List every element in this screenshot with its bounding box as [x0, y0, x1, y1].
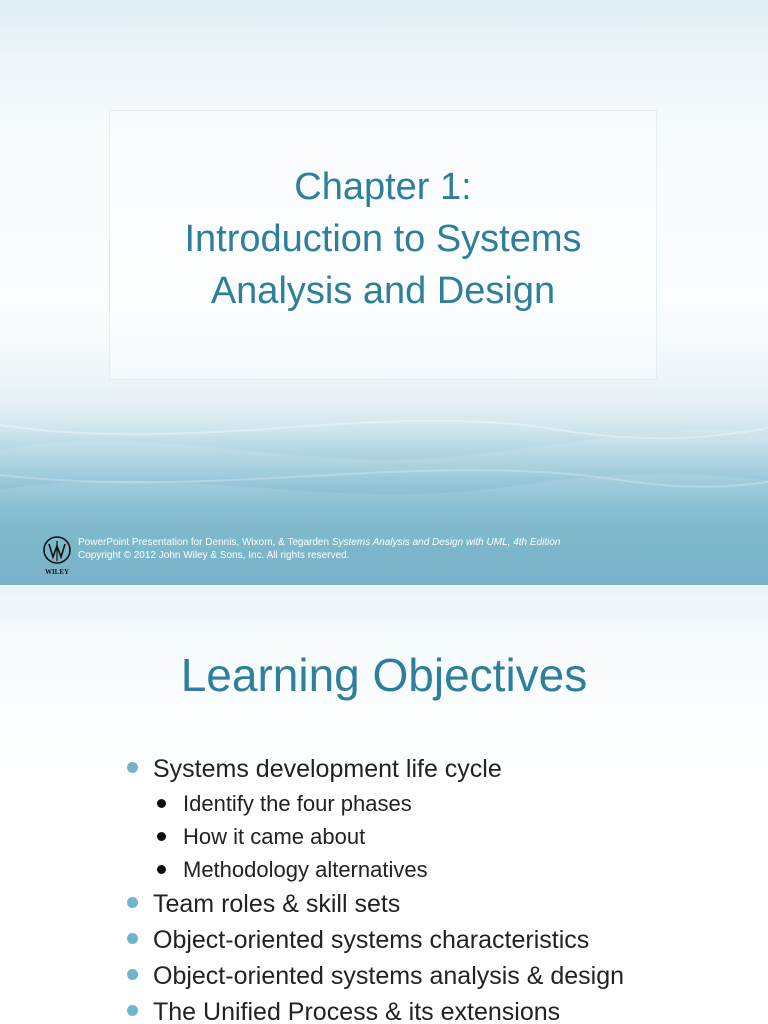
list-item-text: Methodology alternatives	[183, 857, 428, 882]
objectives-heading: Learning Objectives	[180, 649, 588, 701]
sub-bullet-dot-icon	[157, 865, 166, 874]
objectives-slide	[0, 585, 768, 1024]
bullet-dot-icon	[127, 969, 138, 980]
sub-bullet-dot-icon	[157, 832, 166, 841]
list-item-text: Systems development life cycle	[153, 755, 502, 783]
list-item	[125, 958, 745, 994]
sub-list-item	[125, 820, 745, 853]
list-item	[125, 751, 745, 787]
list-item	[125, 886, 745, 922]
title-line: Introduction to Systems	[184, 218, 582, 260]
list-item-text: Identify the four phases	[183, 791, 412, 816]
bullet-dot-icon	[127, 1005, 138, 1016]
bullet-dot-icon	[127, 897, 138, 908]
list-item-text: Team roles & skill sets	[153, 890, 401, 918]
list-item-text: The Unified Process & its extensions	[153, 998, 561, 1024]
footer-text	[78, 536, 560, 562]
footer-prefix: PowerPoint Presentation for Dennis, Wixom, & Tegarden	[78, 537, 332, 548]
list-item	[125, 994, 745, 1024]
bullet-dot-icon	[127, 762, 138, 773]
sub-list-item	[125, 853, 745, 886]
sub-bullet-dot-icon	[157, 799, 166, 808]
footer-copyright: Copyright © 2012 John Wiley & Sons, Inc. All rights reserved.	[78, 550, 350, 561]
objectives-list	[125, 751, 745, 1024]
wiley-logo-icon	[40, 535, 76, 577]
title-line: Analysis and Design	[210, 270, 556, 312]
list-item-text: How it came about	[183, 824, 366, 849]
footer-line-1	[78, 536, 560, 549]
bullet-dot-icon	[127, 933, 138, 944]
sub-list-item	[125, 787, 745, 820]
list-item	[125, 922, 745, 958]
title-line: Chapter 1:	[294, 166, 472, 208]
wiley-logo-text: WILEY	[44, 568, 70, 576]
slide-footer	[40, 535, 740, 580]
footer-book-title: Systems Analysis and Design with UML, 4th Edition	[331, 537, 561, 548]
list-item-text: Object-oriented systems analysis & design	[153, 962, 625, 990]
title-placeholder	[109, 110, 657, 380]
slide-title	[184, 161, 581, 317]
list-item-text: Object-oriented systems characteristics	[153, 926, 590, 954]
